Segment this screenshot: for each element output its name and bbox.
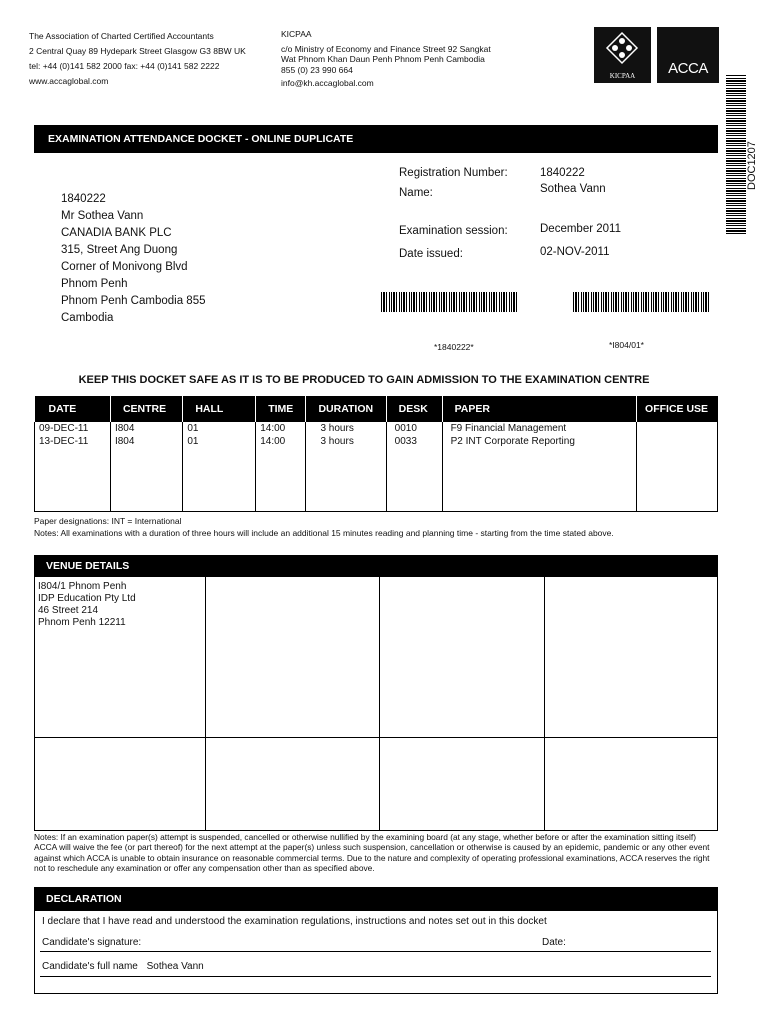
declaration-text: I declare that I have read and understood the examination regulations, instructions and notes set out in this docket [42,916,547,927]
issued-value: 02-NOV-2011 [540,246,610,258]
grid-divider [544,577,545,830]
kicpaa-phone: 855 (0) 23 990 664 [281,64,353,75]
duration-cell: 3 hours 3 hours [306,422,386,512]
paper-designation-note: Paper designations: INT = International [34,516,182,526]
declaration-title: DECLARATION [34,887,718,911]
registration-barcode-text: *1840222* [434,342,474,352]
centre-barcode [573,292,709,312]
address-line: Phnom Penh Cambodia 855 [61,295,206,307]
venue-details-title: VENUE DETAILS [34,555,718,577]
fullname-label: Candidate's full name [42,961,138,972]
acca-logo [657,27,719,83]
side-barcode [726,74,746,234]
address-line: Mr Sothea Vann [61,210,144,222]
acca-contact: tel: +44 (0)141 582 2000 fax: +44 (0)141 582 2222 [29,61,220,71]
doc-code-holder [746,140,760,200]
kicpaa-email: info@kh.accaglobal.com [281,78,374,88]
acca-address: 2 Central Quay 89 Hydepark Street Glasgow G3 8BW UK [29,46,246,56]
session-label: Examination session: [399,225,508,237]
acca-name: The Association of Charted Certified Accountants [29,31,214,41]
col-duration: DURATION [306,396,386,422]
reg-number-label: Registration Number: [399,167,508,179]
name-label: Name: [399,187,433,199]
address-line: Phnom Penh [61,278,128,290]
address-line: CANADIA BANK PLC [61,227,172,239]
exam-duration-note: Notes: All examinations with a duration of three hours will include an additional 15 minutes reading and planning time - starting from the time stated above. [34,528,614,538]
table-row [35,422,718,512]
centre-cell: I804 I804 [110,422,182,512]
address-line: 315, Street Ang Duong [61,244,178,256]
col-paper: PAPER [442,396,636,422]
exam-schedule-table [34,396,718,512]
docket-title: EXAMINATION ATTENDANCE DOCKET - ONLINE DUPLICATE [34,125,718,153]
acca-address-block [29,30,279,87]
venue-cancellation-note: Notes: If an examination paper(s) attempt is suspended, cancelled or otherwise nullified by the examining board (at any stage, whether before or after the examination sitting itself) ACCA will waive the fee (or part thereof) for the next attempt at the paper(s) unless such suspension, cancellation or otherwise is caused by an epidemic, pandemic or any other event against which ACCA is unable to obtain insurance on reasonable commercial terms. Due to the nature and complexity of operating professional examinations, ACCA reserves the right not to reschedule any examination or offer any compensation other than as specified above. [34,832,710,873]
col-desk: DESK [386,396,442,422]
session-value: December 2011 [540,223,621,235]
venue-grid [34,577,718,831]
kicpaa-logo [594,27,651,83]
venue-line: IDP Education Pty Ltd [38,593,136,604]
issued-label: Date issued: [399,248,463,260]
declaration-box [34,911,718,994]
grid-divider [35,737,717,738]
desk-cell: 0010 0033 [386,422,442,512]
time-cell: 14:00 14:00 [256,422,306,512]
address-line: Cambodia [61,312,114,324]
venue-line: Phnom Penh 12211 [38,617,126,628]
acca-logo-text: ACCA [668,60,708,77]
name-value: Sothea Vann [540,183,606,195]
centre-barcode-text: *I804/01* [609,340,644,350]
kicpaa-logo-text: KICPAA [609,72,636,80]
doc-code: DOC1207 [746,141,758,190]
date-cell: 09-DEC-11 13-DEC-11 [35,422,111,512]
kicpaa-address-block [281,29,521,89]
paper-cell: F9 Financial Management P2 INT Corporate Reporting [442,422,636,512]
venue-address [38,581,136,629]
registration-barcode [381,292,517,312]
address-line: 1840222 [61,193,106,205]
fullname-line [40,976,711,977]
venue-line: I804/1 Phnom Penh [38,581,127,592]
col-centre: CENTRE [110,396,182,422]
col-office-use: OFFICE USE [637,396,718,422]
acca-web: www.accaglobal.com [29,76,109,86]
hall-cell: 01 01 [183,422,256,512]
col-hall: HALL [183,396,256,422]
table-header-row [35,396,718,422]
signature-line [40,951,711,952]
address-line: Corner of Monivong Blvd [61,261,188,273]
kicpaa-line2: Wat Phnom Khan Daun Penh Phnom Penh Cambodia [281,54,485,64]
grid-divider [205,577,206,830]
safe-keeping-notice: KEEP THIS DOCKET SAFE AS IT IS TO BE PRODUCED TO GAIN ADMISSION TO THE EXAMINATION CENTRE [78,374,650,386]
kicpaa-line1: c/o Ministry of Economy and Finance Street 92 Sangkat [281,43,491,54]
fullname-row [42,961,204,972]
office-use-cell [637,422,718,512]
col-date: DATE [35,396,111,422]
signature-label: Candidate's signature: [42,937,142,948]
date-label: Date: [542,937,566,948]
venue-line: 46 Street 214 [38,605,99,616]
fullname-value: Sothea Vann [146,961,204,972]
kicpaa-name: KICPAA [281,29,312,39]
grid-divider [379,577,380,830]
reg-number-value: 1840222 [540,167,585,179]
candidate-address [61,191,361,327]
col-time: TIME [256,396,306,422]
